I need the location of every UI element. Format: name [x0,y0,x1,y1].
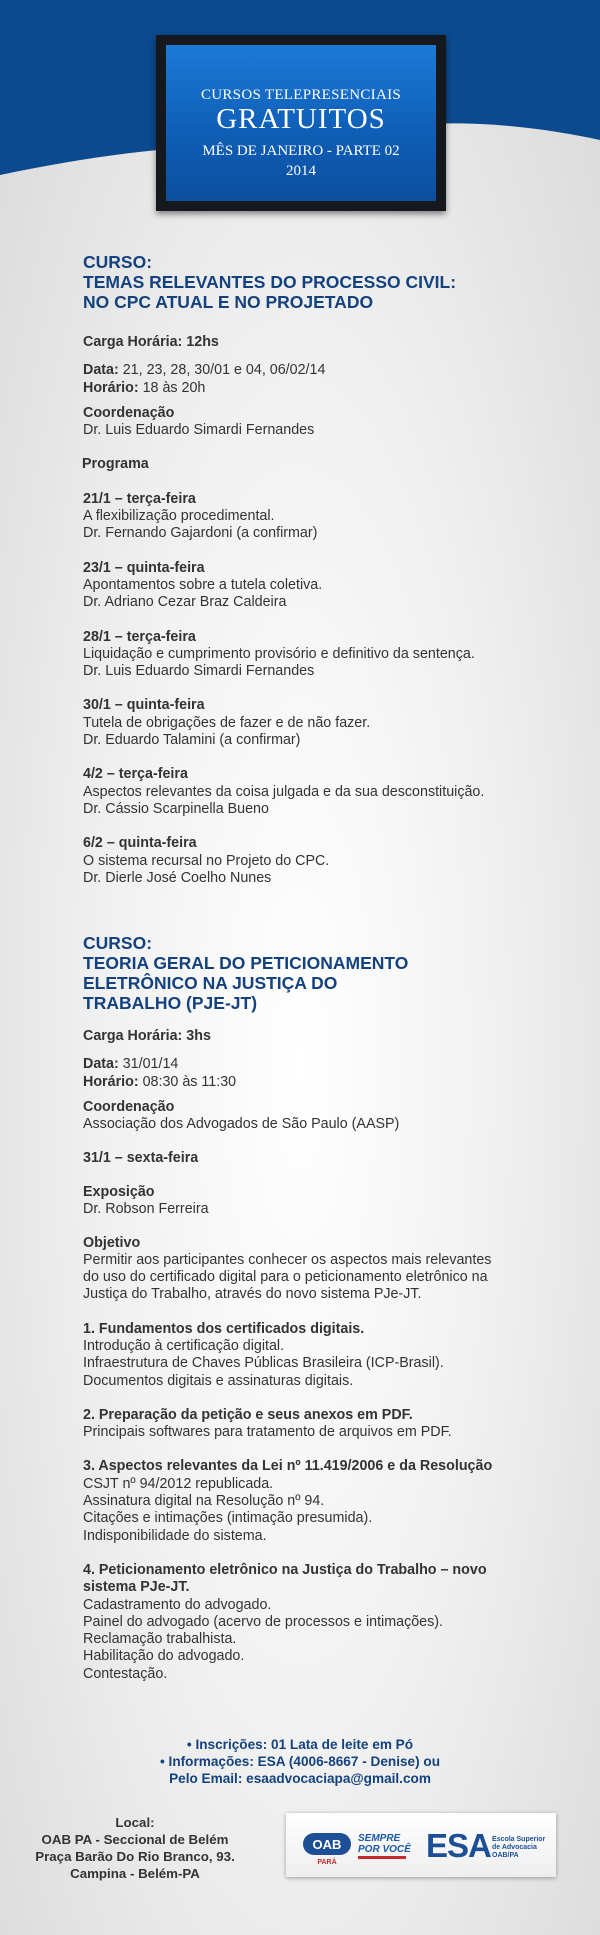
course2-topic: 1. Fundamentos dos certificados digitais. Introdução à certificação digital. Infraestrutura de Chaves Públicas Brasileira (ICP-Brasil). Documentos digitais e assinaturas digitais. [83,1320,444,1389]
location-line: OAB PA - Seccional de Belém [41,1832,229,1847]
location-line: Campina - Belém-PA [70,1866,200,1881]
course1-session: 23/1 – quinta-feira Apontamentos sobre a tutela coletiva. Dr. Adriano Cezar Braz Caldeira [83,559,323,611]
course2-day: 31/1 – sexta-feira [83,1149,199,1166]
esa-logo: ESA [426,1827,491,1864]
header-title: GRATUITOS [216,103,386,135]
course1-workload: Carga Horária: 12hs [83,334,219,350]
course2-date: Data: 31/01/14 [83,1056,179,1073]
course1-session: 28/1 – terça-feira Liquidação e cumprimento provisório e definitivo da sentença. Dr. Luis Eduardo Simardi Fernandes [83,628,475,680]
course1-time: Horário: 18 às 20h [83,379,206,396]
course1-title: TEMAS RELEVANTES DO PROCESSO CIVIL: NO CPC ATUAL E NO PROJETADO [83,272,457,312]
course1-session: 6/2 – quinta-feira O sistema recursal no Projeto do CPC. Dr. Dierle José Coelho Nunes [83,835,330,886]
registration-line: • Inscrições: 01 Lata de leite em Pó [186,1737,414,1752]
course1-date: Data: 21, 23, 28, 30/01 e 04, 06/02/14 [83,362,326,379]
course1-session: 21/1 – terça-feira A flexibilização procedimental. Dr. Fernando Gajardoni (a confirmar) [83,490,318,542]
course2-workload: Carga Horária: 3hs [83,1028,211,1045]
registration-info [80,1736,520,1787]
course2-topic: 2. Preparação da petição e seus anexos em PDF. Principais softwares para tratamento de arquivos em PDF. [83,1406,452,1441]
header-year: 2014 [286,163,316,179]
course2-coord-label: Coordenação [83,1099,175,1116]
course2-label: CURSO: [83,933,153,954]
sponsor-logos [286,1813,556,1877]
course1-session: 4/2 – terça-feira Aspectos relevantes da coisa julgada e da sua desconstituição. Dr. Cássio Scarpinella Bueno [83,766,485,817]
course2-objective-label: Objetivo [83,1234,141,1251]
info-line: • Informações: ESA (4006-8667 - Denise) ou [160,1754,440,1769]
course1-program-label: Programa [82,456,149,473]
main-content [83,252,543,1683]
location-label: Local: [115,1815,155,1830]
esa-logo-subtitle: Escola Superior de Advocacia OAB/PA [492,1836,546,1859]
svg-text:PARÁ: PARÁ [317,1859,337,1866]
sempre-por-voce-logo: SEMPRE POR VOCÊ [358,1833,411,1855]
oab-logo [303,1833,351,1867]
header-subtitle: CURSOS TELEPRESENCIAIS [200,87,402,103]
course1-label: CURSO: [83,252,153,272]
course2-title: TEORIA GERAL DO PETICIONAMENTO ELETRÔNICO NA JUSTIÇA DO TRABALHO (PJE-JT) [83,953,409,1014]
email-line: Pelo Email: esaadvocaciapa@gmail.com [169,1771,431,1786]
course2-topic: 3. Aspectos relevantes da Lei nº 11.419/2006 e da Resolução CSJT nº 94/2012 republicada. Assinatura digital na Resolução nº 94. Citações e intimações (intimação presumida). Indisponibilidade do sistema. [83,1458,493,1544]
course2-objective-value: Permitir aos participantes conhecer os aspectos mais relevantes do uso do certificado digital para o peticionamento eletrônico na Justiça do Trabalho, através do novo sistema PJe-JT. [83,1251,492,1303]
course2-time: Horário: 08:30 às 11:30 [83,1073,237,1090]
svg-text:OAB: OAB [312,1837,342,1852]
location-info [20,1814,250,1882]
header-banner [156,35,446,211]
course1-coord-value: Dr. Luis Eduardo Simardi Fernandes [83,422,315,439]
location-line: Praça Barão Do Rio Branco, 93. [35,1849,235,1864]
header-month: MÊS DE JANEIRO - PARTE 02 [202,143,400,159]
course2-exposition-label: Exposição [83,1183,155,1200]
course2-coord-value: Associação dos Advogados de São Paulo (AASP) [83,1116,400,1133]
course1-coord-label: Coordenação [83,404,175,421]
course2-topic: 4. Peticionamento eletrônico na Justiça do Trabalho – novo sistema PJe-JT. Cadastramento do advogado. Painel do advogado (acervo de processos e intimações). Reclamação trabalhista. Habilitação do advogado. Contestação. [83,1561,487,1682]
course1-session: 30/1 – quinta-feira Tutela de obrigações de fazer e de não fazer. Dr. Eduardo Talamini (a confirmar) [83,697,371,749]
logo-divider [358,1856,406,1859]
course2-exposition-value: Dr. Robson Ferreira [83,1201,209,1218]
